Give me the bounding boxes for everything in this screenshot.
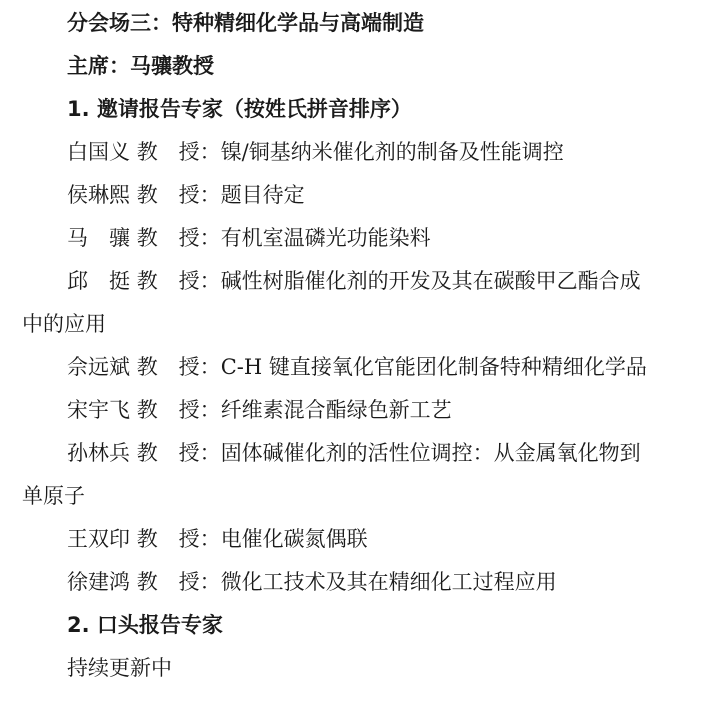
speaker-row <box>67 352 720 382</box>
speaker-title: 教 授： <box>136 398 221 422</box>
speaker-topic: 碱性树脂催化剂的开发及其在碳酸甲乙酯合成 <box>220 269 641 293</box>
speaker-title: 教 授： <box>136 269 221 293</box>
speaker-row <box>67 137 720 167</box>
section2-body: 持续更新中 <box>67 656 172 680</box>
speaker-topic-continuation: 单原子 <box>22 484 85 508</box>
speaker-title: 教 授： <box>136 570 221 594</box>
speaker-title: 教 授： <box>136 441 221 465</box>
session-title: 分会场三：特种精细化学品与高端制造 <box>67 11 424 35</box>
speaker-topic: 题目待定 <box>220 183 305 207</box>
speaker-topic: C-H 键直接氧化官能团化制备特种精细化学品 <box>220 355 647 379</box>
speaker-topic: 镍/铜基纳米催化剂的制备及性能调控 <box>220 140 564 164</box>
speaker-topic: 固体碱催化剂的活性位调控：从金属氧化物到 <box>220 441 641 465</box>
chair-line: 主席：马骧教授 <box>67 54 214 78</box>
speaker-name: 白国义 <box>67 140 130 164</box>
speaker-row <box>67 395 720 425</box>
speaker-title: 教 授： <box>136 226 221 250</box>
speaker-name: 徐建鸿 <box>67 570 130 594</box>
speaker-topic: 有机室温磷光功能染料 <box>220 226 431 250</box>
speaker-row <box>67 524 720 554</box>
section2-heading: 2. 口头报告专家 <box>67 613 223 637</box>
speaker-title: 教 授： <box>136 183 221 207</box>
speaker-name: 侯琳熙 <box>67 183 130 207</box>
speaker-title: 教 授： <box>136 527 221 551</box>
speaker-row <box>67 567 720 597</box>
speaker-name: 邱 挺 <box>67 269 130 293</box>
speaker-name: 孙林兵 <box>67 441 130 465</box>
speaker-title: 教 授： <box>136 140 221 164</box>
speaker-row <box>67 438 720 468</box>
speaker-name: 马 骧 <box>67 226 130 250</box>
speaker-name: 王双印 <box>67 527 130 551</box>
section1-heading: 1. 邀请报告专家（按姓氏拼音排序） <box>67 97 412 121</box>
speaker-topic-continuation: 中的应用 <box>22 312 106 336</box>
speaker-row <box>67 223 720 253</box>
speaker-name: 佘远斌 <box>67 355 130 379</box>
speaker-row <box>67 266 720 296</box>
speaker-row <box>67 180 720 210</box>
speaker-topic: 纤维素混合酯绿色新工艺 <box>220 398 452 422</box>
speaker-topic: 微化工技术及其在精细化工过程应用 <box>220 570 557 594</box>
speaker-title: 教 授： <box>136 355 221 379</box>
speaker-topic: 电催化碳氮偶联 <box>220 527 368 551</box>
speaker-name: 宋宇飞 <box>67 398 130 422</box>
